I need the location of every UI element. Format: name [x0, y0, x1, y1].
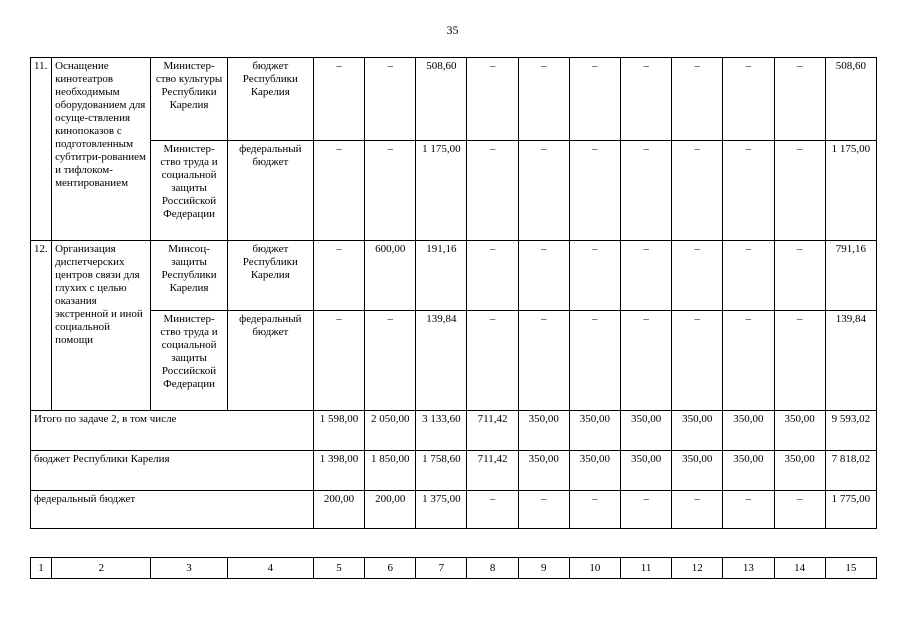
- row-number: 11.: [31, 58, 52, 241]
- column-number: 13: [723, 558, 774, 579]
- value-cell: –: [313, 141, 364, 241]
- program-table: [30, 57, 877, 529]
- column-number: 15: [825, 558, 876, 579]
- value-cell: –: [672, 311, 723, 411]
- value-cell: –: [518, 491, 569, 529]
- activity-name: Организация диспетчерских центров связи для глухих с целью оказания экстренной и иной социальной помощи: [52, 241, 151, 411]
- column-number: 11: [621, 558, 672, 579]
- funding-source: федеральный бюджет: [227, 141, 313, 241]
- total-row: [31, 491, 877, 529]
- executor: Министер-ство труда и социальной защиты Российской Федерации: [151, 141, 227, 241]
- value-cell: –: [621, 491, 672, 529]
- value-cell: –: [365, 58, 416, 141]
- value-cell: 350,00: [774, 451, 825, 491]
- value-cell: 1 175,00: [416, 141, 467, 241]
- value-cell: 350,00: [518, 451, 569, 491]
- value-cell: –: [672, 241, 723, 311]
- value-cell: –: [774, 491, 825, 529]
- value-cell: 1 850,00: [365, 451, 416, 491]
- column-number: 1: [31, 558, 52, 579]
- value-cell: –: [723, 241, 774, 311]
- value-cell: –: [467, 491, 518, 529]
- column-number: 2: [52, 558, 151, 579]
- value-cell: –: [467, 241, 518, 311]
- value-cell: 350,00: [621, 451, 672, 491]
- value-cell: 200,00: [313, 491, 364, 529]
- total-label: Итого по задаче 2, в том числе: [31, 411, 314, 451]
- page-number: 35: [446, 23, 459, 37]
- value-cell: 200,00: [365, 491, 416, 529]
- column-number: 6: [365, 558, 416, 579]
- value-cell: 350,00: [672, 451, 723, 491]
- column-number: 7: [416, 558, 467, 579]
- value-cell: –: [774, 58, 825, 141]
- total-cell: 791,16: [825, 241, 876, 311]
- total-cell: 1 775,00: [825, 491, 876, 529]
- total-cell: 9 593,02: [825, 411, 876, 451]
- value-cell: 350,00: [569, 451, 620, 491]
- value-cell: 350,00: [672, 411, 723, 451]
- value-cell: –: [313, 311, 364, 411]
- total-label: федеральный бюджет: [31, 491, 314, 529]
- value-cell: –: [621, 141, 672, 241]
- table-row: [31, 311, 877, 411]
- value-cell: –: [621, 241, 672, 311]
- value-cell: 1 398,00: [313, 451, 364, 491]
- value-cell: –: [313, 241, 364, 311]
- table-row: [31, 141, 877, 241]
- value-cell: 350,00: [723, 411, 774, 451]
- total-cell: 139,84: [825, 311, 876, 411]
- value-cell: –: [672, 491, 723, 529]
- column-number: 14: [774, 558, 825, 579]
- total-row: [31, 451, 877, 491]
- activity-name: Оснащение кинотеатров необходимым оборудованием для осуще-ствления кинопоказов с подготовленным субтитри-рованием и тифлоком-ментированием: [52, 58, 151, 241]
- value-cell: 350,00: [621, 411, 672, 451]
- value-cell: 350,00: [569, 411, 620, 451]
- value-cell: 711,42: [467, 451, 518, 491]
- row-number: 12.: [31, 241, 52, 411]
- funding-source: бюджет Республики Карелия: [227, 241, 313, 311]
- value-cell: 350,00: [518, 411, 569, 451]
- value-cell: –: [723, 58, 774, 141]
- value-cell: 600,00: [365, 241, 416, 311]
- column-number: 10: [569, 558, 620, 579]
- value-cell: –: [774, 141, 825, 241]
- executor: Минсоц-защиты Республики Карелия: [151, 241, 227, 311]
- total-cell: 508,60: [825, 58, 876, 141]
- value-cell: 508,60: [416, 58, 467, 141]
- value-cell: –: [723, 491, 774, 529]
- column-number-row: [31, 558, 877, 579]
- executor: Министер-ство труда и социальной защиты Российской Федерации: [151, 311, 227, 411]
- value-cell: –: [569, 141, 620, 241]
- value-cell: –: [672, 141, 723, 241]
- value-cell: –: [518, 58, 569, 141]
- value-cell: –: [467, 58, 518, 141]
- column-number: 4: [227, 558, 313, 579]
- value-cell: –: [365, 311, 416, 411]
- value-cell: –: [672, 58, 723, 141]
- executor: Министер-ство культуры Республики Карелия: [151, 58, 227, 141]
- column-number: 12: [672, 558, 723, 579]
- value-cell: –: [621, 58, 672, 141]
- column-number: 5: [313, 558, 364, 579]
- value-cell: 191,16: [416, 241, 467, 311]
- value-cell: –: [518, 141, 569, 241]
- value-cell: 1 375,00: [416, 491, 467, 529]
- total-cell: 7 818,02: [825, 451, 876, 491]
- value-cell: 1 598,00: [313, 411, 364, 451]
- total-row: [31, 411, 877, 451]
- funding-source: федеральный бюджет: [227, 311, 313, 411]
- value-cell: –: [723, 141, 774, 241]
- value-cell: 1 758,60: [416, 451, 467, 491]
- value-cell: –: [569, 491, 620, 529]
- value-cell: 350,00: [723, 451, 774, 491]
- value-cell: –: [774, 241, 825, 311]
- table-row: [31, 241, 877, 311]
- value-cell: –: [467, 141, 518, 241]
- column-number: 9: [518, 558, 569, 579]
- column-number: 3: [151, 558, 227, 579]
- total-cell: 1 175,00: [825, 141, 876, 241]
- value-cell: –: [518, 241, 569, 311]
- value-cell: –: [621, 311, 672, 411]
- value-cell: –: [518, 311, 569, 411]
- value-cell: 139,84: [416, 311, 467, 411]
- value-cell: –: [365, 141, 416, 241]
- value-cell: –: [569, 58, 620, 141]
- table-row: [31, 58, 877, 141]
- value-cell: –: [569, 311, 620, 411]
- column-numbers-table: [30, 557, 877, 579]
- total-label: бюджет Республики Карелия: [31, 451, 314, 491]
- funding-source: бюджет Республики Карелия: [227, 58, 313, 141]
- value-cell: –: [774, 311, 825, 411]
- value-cell: –: [723, 311, 774, 411]
- value-cell: –: [569, 241, 620, 311]
- value-cell: 3 133,60: [416, 411, 467, 451]
- value-cell: 2 050,00: [365, 411, 416, 451]
- value-cell: 350,00: [774, 411, 825, 451]
- value-cell: –: [313, 58, 364, 141]
- value-cell: –: [467, 311, 518, 411]
- value-cell: 711,42: [467, 411, 518, 451]
- column-number: 8: [467, 558, 518, 579]
